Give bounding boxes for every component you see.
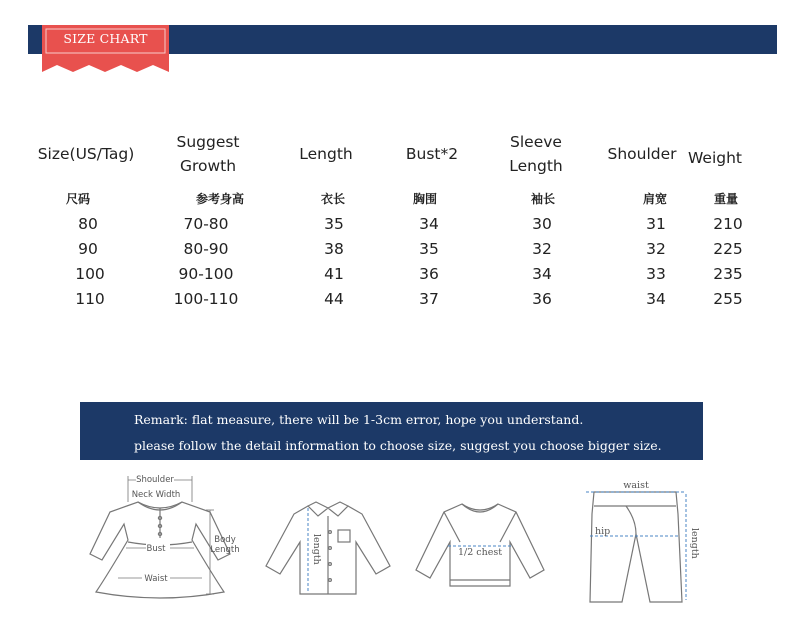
dress-diagram xyxy=(80,462,240,612)
table-cell: 235 xyxy=(713,265,743,283)
table-cell: 36 xyxy=(419,265,439,283)
header-bust: Bust*2 xyxy=(405,145,459,163)
pants-hip-label: hip xyxy=(595,526,611,537)
table-cell: 70-80 xyxy=(183,215,229,233)
table-cell: 41 xyxy=(324,265,344,283)
header-cn-growth: 参考身高 xyxy=(195,192,244,206)
table-cell: 32 xyxy=(646,240,666,258)
header-cn-shoulder: 肩宽 xyxy=(642,192,667,206)
table-cell: 35 xyxy=(419,240,439,258)
size-chart-title: SIZE CHART xyxy=(63,31,148,46)
table-cell: 100-110 xyxy=(173,290,239,308)
dress-length-label: Length xyxy=(210,545,240,555)
sweater-diagram xyxy=(410,462,550,612)
table-cell: 37 xyxy=(419,290,439,308)
table-cell: 35 xyxy=(324,215,344,233)
table-cell: 225 xyxy=(713,240,743,258)
table-cell: 255 xyxy=(713,290,743,308)
table-cell: 34 xyxy=(419,215,439,233)
measurement-diagrams xyxy=(80,462,703,612)
remark-line-2: please follow the detail information to choose size, suggest you choose bigger size. xyxy=(134,438,662,453)
table-cell: 44 xyxy=(324,290,344,308)
dress-neck-width-label: Neck Width xyxy=(131,490,181,500)
header-cn-weight: 重量 xyxy=(713,192,738,206)
remark-line-1: Remark: flat measure, there will be 1-3cm error, hope you understand. xyxy=(134,412,584,427)
table-cell: 38 xyxy=(324,240,344,258)
dress-waist-label: Waist xyxy=(144,574,168,584)
header-cn-length: 衣长 xyxy=(320,192,345,206)
shirt-diagram xyxy=(258,462,398,612)
table-cell: 34 xyxy=(532,265,552,283)
remark-box xyxy=(80,402,703,460)
dress-bust-label: Bust xyxy=(146,544,166,554)
header-shoulder: Shoulder xyxy=(607,145,677,163)
table-cell: 110 xyxy=(75,290,105,308)
table-cell: 33 xyxy=(646,265,666,283)
dress-shoulder-label: Shoulder xyxy=(136,475,174,485)
table-cell: 210 xyxy=(713,215,743,233)
header-sleeve-length: Sleeve Length xyxy=(509,133,563,175)
table-cell: 32 xyxy=(532,240,552,258)
header-cn-bust: 胸围 xyxy=(412,192,437,206)
sweater-chest-label: 1/2 chest xyxy=(457,547,503,558)
header-length: Length xyxy=(299,145,353,163)
table-cell: 100 xyxy=(75,265,105,283)
dress-body-label: Body xyxy=(214,535,236,545)
table-cell: 30 xyxy=(532,215,552,233)
header-cn-sleeve: 袖长 xyxy=(530,192,555,206)
table-cell: 80-90 xyxy=(183,240,229,258)
pants-length-label: length xyxy=(689,528,700,559)
table-cell: 90-100 xyxy=(178,265,234,283)
header-cn-size: 尺码 xyxy=(65,192,90,206)
pants-waist-label: waist xyxy=(623,480,649,491)
header-suggest-growth: Suggest Growth xyxy=(176,133,240,175)
header-size: Size(US/Tag) xyxy=(37,145,135,163)
table-cell: 36 xyxy=(532,290,552,308)
header-weight: Weight xyxy=(687,149,742,167)
pants-diagram xyxy=(570,462,700,612)
table-cell: 34 xyxy=(646,290,666,308)
shirt-length-label: length xyxy=(311,534,322,565)
table-cell: 31 xyxy=(646,215,666,233)
table-cell: 80 xyxy=(78,215,98,233)
table-cell: 90 xyxy=(78,240,98,258)
